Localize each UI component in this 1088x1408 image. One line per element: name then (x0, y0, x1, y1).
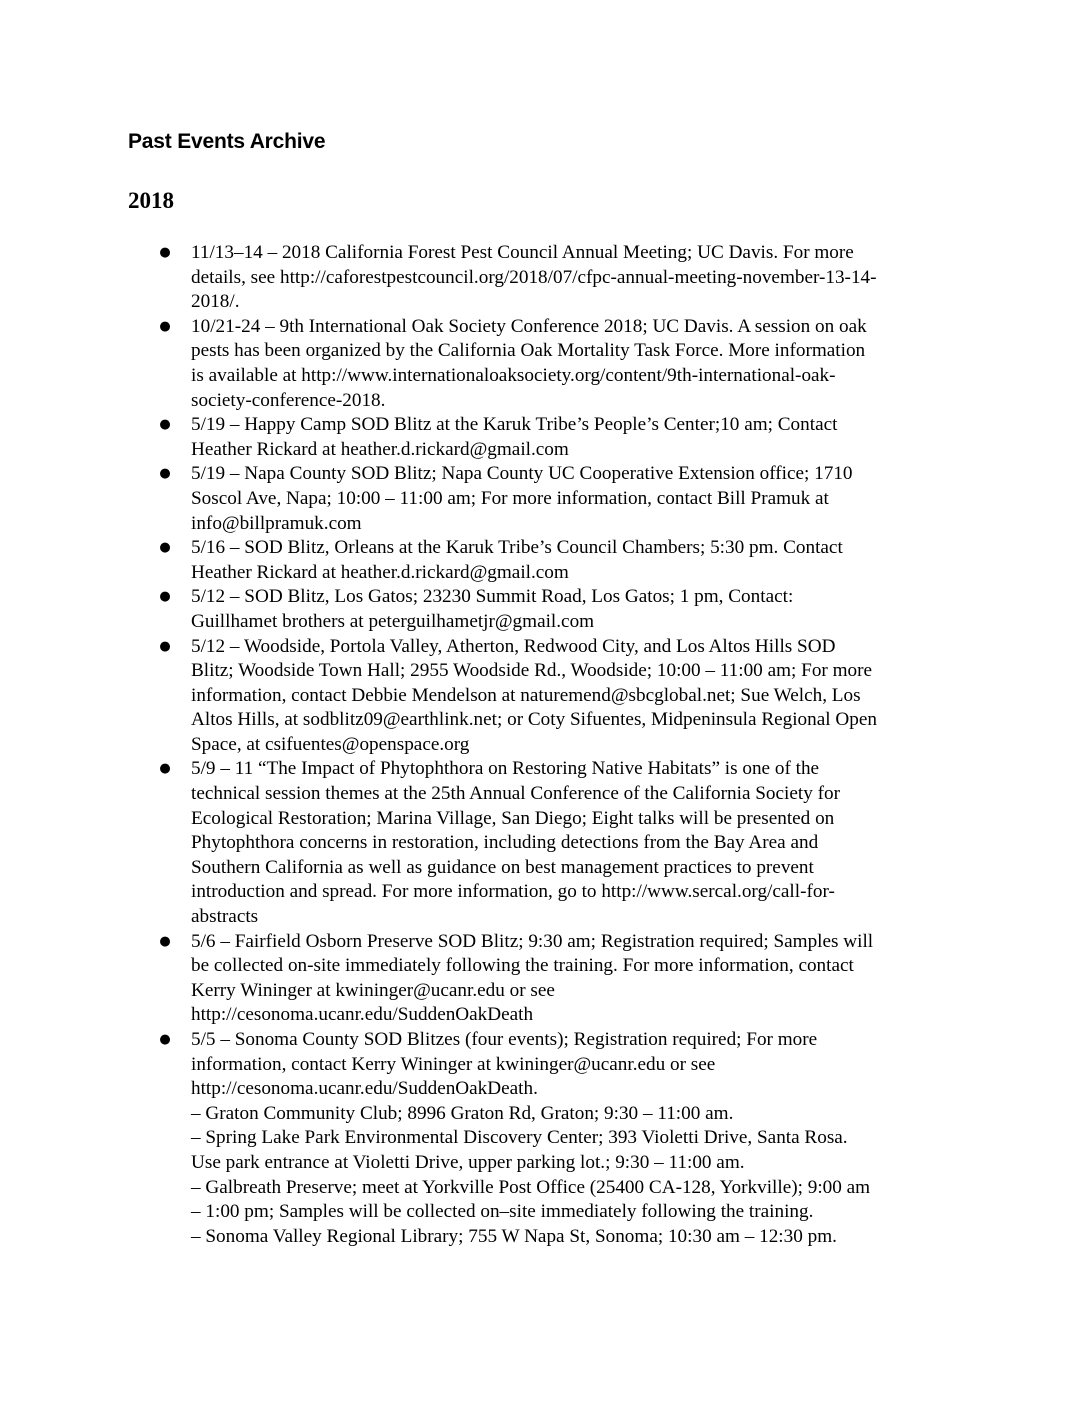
event-text-line: Southern California as well as guidance on best management practices to prevent (191, 856, 814, 878)
event-text-line: 5/12 – SOD Blitz, Los Gatos; 23230 Summit Road, Los Gatos; 1 pm, Contact: (191, 586, 794, 608)
bullet-icon: ● (159, 540, 171, 556)
page-title: Past Events Archive (128, 130, 326, 153)
event-text-line: is available at http://www.internationaloaksociety.org/content/9th-international-oak- (191, 364, 836, 386)
event-list-item (159, 635, 971, 758)
event-text-line: 5/16 – SOD Blitz, Orleans at the Karuk Tribe’s Council Chambers; 5:30 pm. Contact (191, 537, 843, 559)
bullet-icon: ● (159, 417, 171, 433)
event-list-item (159, 930, 971, 1028)
event-text-line: – Galbreath Preserve; meet at Yorkville Post Office (25400 CA-128, Yorkville); 9:00 am (191, 1176, 871, 1198)
event-text-line: Altos Hills, at sodblitz09@earthlink.net; or Coty Sifuentes, Midpeninsula Regional Open (191, 709, 877, 731)
event-text-line: 5/19 – Happy Camp SOD Blitz at the Karuk Tribe’s People’s Center;10 am; Contact (191, 414, 838, 436)
event-text-line: http://cesonoma.ucanr.edu/SuddenOakDeath (191, 1004, 534, 1026)
event-text-line: – 1:00 pm; Samples will be collected on–site immediately following the training. (191, 1201, 814, 1223)
event-text-line: information, contact Kerry Wininger at kwininger@ucanr.edu or see (191, 1053, 716, 1075)
event-text-line: society-conference-2018. (191, 389, 386, 411)
event-list-item (159, 315, 971, 413)
event-text-line: http://cesonoma.ucanr.edu/SuddenOakDeath. (191, 1078, 538, 1100)
event-text-line: Use park entrance at Violetti Drive, upper parking lot.; 9:30 – 11:00 am. (191, 1151, 745, 1173)
event-list-item (159, 585, 971, 634)
event-text-line: Soscol Ave, Napa; 10:00 – 11:00 am; For more information, contact Bill Pramuk at (191, 487, 829, 509)
bullet-icon: ● (159, 245, 171, 260)
event-text-line: 10/21-24 – 9th International Oak Society Conference 2018; UC Davis. A session on oak (191, 315, 867, 337)
bullet-icon: ● (159, 466, 171, 482)
event-list-item (159, 462, 971, 536)
bullet-icon: ● (159, 318, 171, 334)
event-text-line: 5/19 – Napa County SOD Blitz; Napa County UC Cooperative Extension office; 1710 (191, 463, 853, 485)
event-text-line: 5/12 – Woodside, Portola Valley, Atherton, Redwood City, and Los Altos Hills SOD (191, 635, 836, 657)
event-text-line: Ecological Restoration; Marina Village, San Diego; Eight talks will be presented on (191, 807, 835, 829)
event-text-line: details, see http://caforestpestcouncil.org/2018/07/cfpc-annual-meeting-november-13-14- (191, 266, 877, 288)
year-heading: 2018 (128, 188, 174, 213)
bullet-icon: ● (159, 933, 171, 949)
event-text-line: information, contact Debbie Mendelson at naturemend@sbcglobal.net; Sue Welch, Los (191, 684, 861, 706)
event-text-line: Guillhamet brothers at peterguilhametjr@gmail.com (191, 610, 595, 632)
event-list (159, 241, 971, 1249)
event-text-line: – Graton Community Club; 8996 Graton Rd, Graton; 9:30 – 11:00 am. (191, 1102, 734, 1124)
event-text-line: Blitz; Woodside Town Hall; 2955 Woodside Rd., Woodside; 10:00 – 11:00 am; For more (191, 660, 873, 682)
event-list-item (159, 241, 971, 315)
event-text-line: info@billpramuk.com (191, 512, 362, 534)
event-text-line: – Spring Lake Park Environmental Discovery Center; 393 Violetti Drive, Santa Rosa. (191, 1127, 848, 1149)
event-text-line: technical session themes at the 25th Annual Conference of the California Society for (191, 783, 840, 805)
bullet-icon: ● (159, 638, 171, 654)
event-text-line: – Sonoma Valley Regional Library; 755 W Napa St, Sonoma; 10:30 am – 12:30 pm. (191, 1225, 837, 1247)
event-list-item (159, 536, 971, 585)
event-list-item (159, 757, 971, 929)
event-text-line: Kerry Wininger at kwininger@ucanr.edu or see (191, 979, 555, 1001)
event-text-line: Space, at csifuentes@openspace.org (191, 733, 470, 755)
event-text-line: abstracts (191, 906, 259, 928)
event-text-line: introduction and spread. For more information, go to http://www.sercal.org/call-for- (191, 881, 835, 903)
event-text-line: Phytophthora concerns in restoration, including detections from the Bay Area and (191, 832, 819, 854)
event-list-item (159, 413, 971, 462)
event-text-line: 5/5 – Sonoma County SOD Blitzes (four events); Registration required; For more (191, 1029, 818, 1050)
event-text-line: 11/13–14 – 2018 California Forest Pest Council Annual Meeting; UC Davis. For more (191, 242, 854, 263)
event-text-line: 2018/. (191, 291, 240, 313)
bullet-icon: ● (159, 761, 171, 777)
event-text-line: 5/9 – 11 “The Impact of Phytophthora on Restoring Native Habitats” is one of the (191, 758, 820, 780)
event-text-line: pests has been organized by the California Oak Mortality Task Force. More information (191, 340, 866, 362)
event-list-item (159, 1028, 971, 1249)
event-text-line: be collected on-site immediately following the training. For more information, contact (191, 955, 854, 977)
event-text-line: Heather Rickard at heather.d.rickard@gmail.com (191, 438, 569, 460)
bullet-icon: ● (159, 1032, 171, 1047)
bullet-icon: ● (159, 589, 171, 605)
event-text-line: 5/6 – Fairfield Osborn Preserve SOD Blitz; 9:30 am; Registration required; Samples will (191, 930, 874, 952)
event-text-line: Heather Rickard at heather.d.rickard@gmail.com (191, 561, 569, 583)
